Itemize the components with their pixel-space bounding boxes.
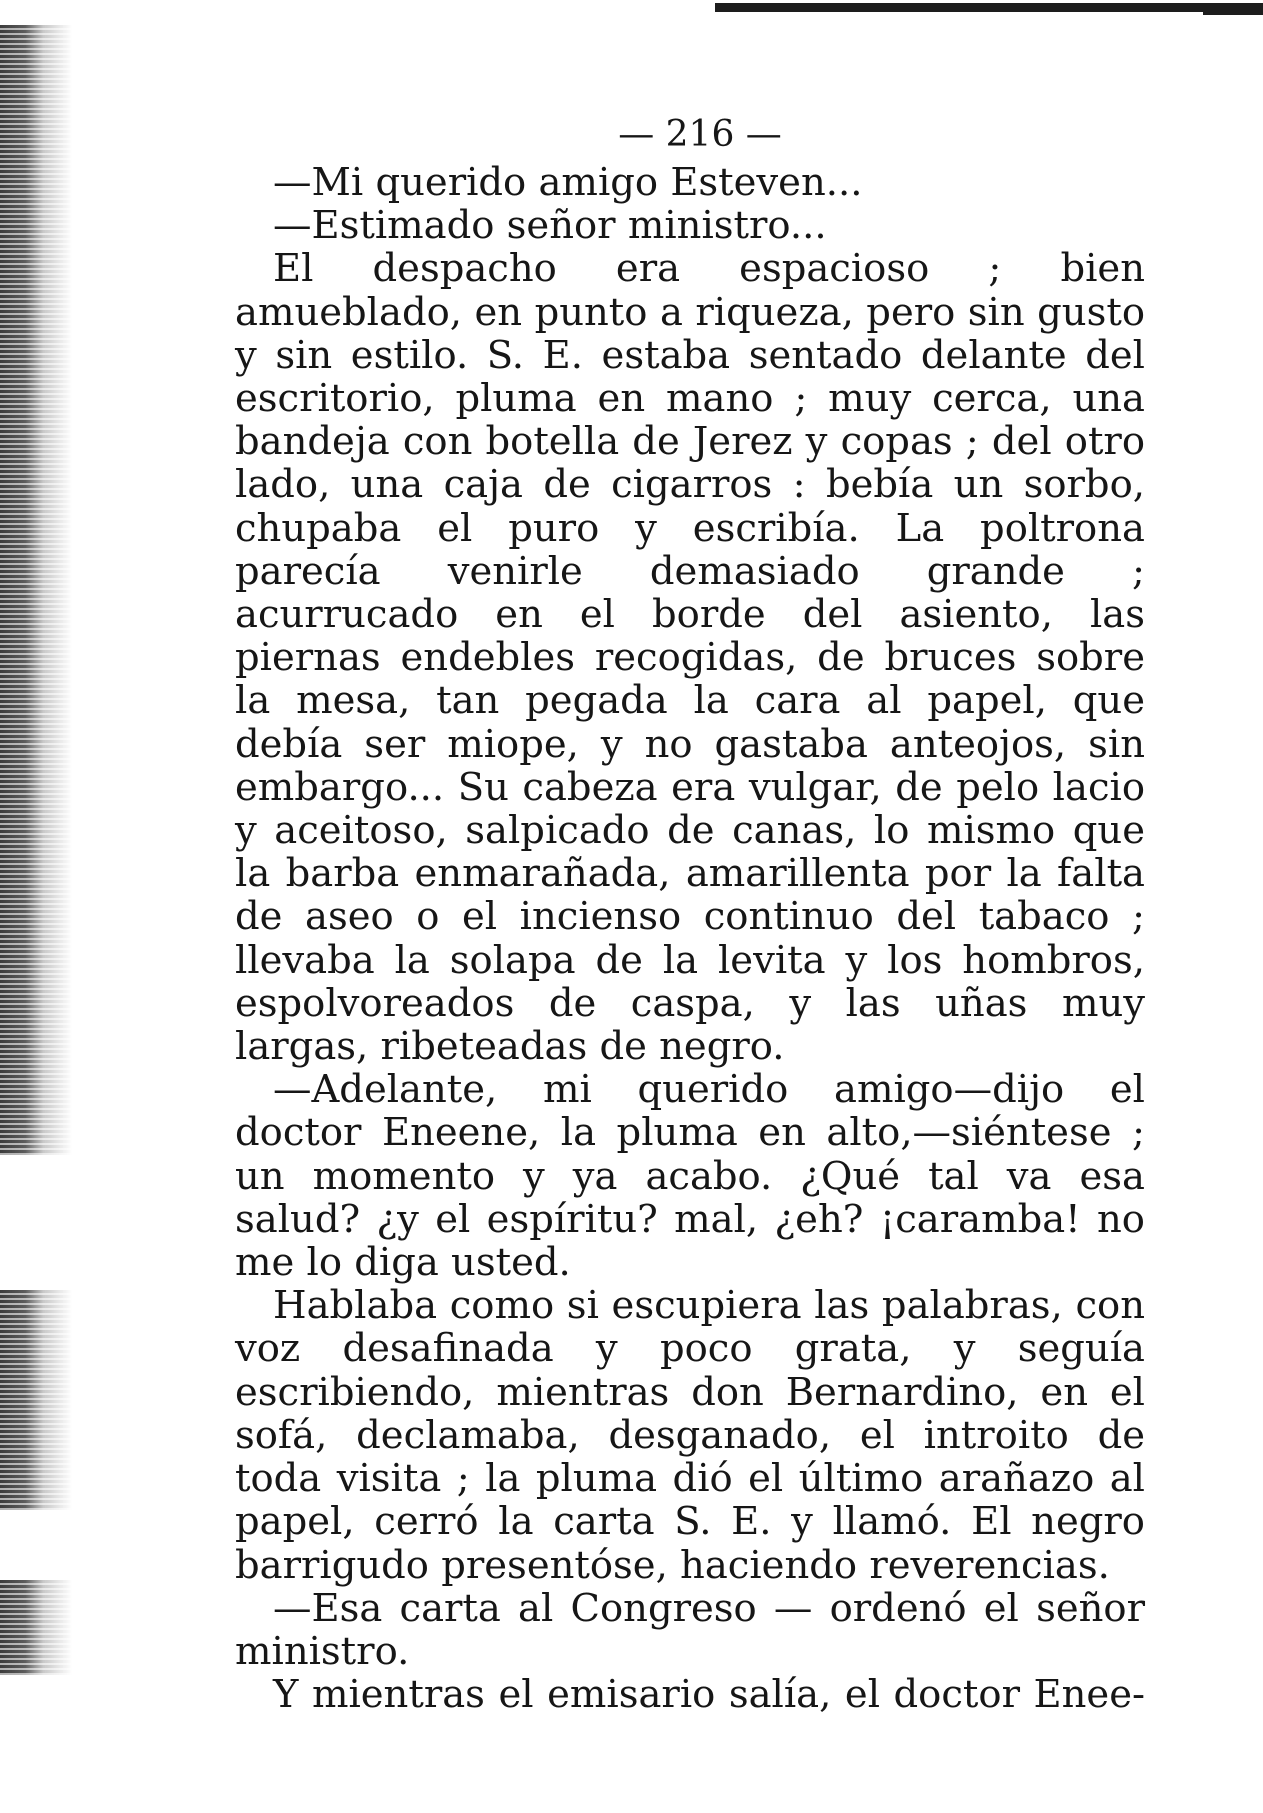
scan-left-edge-shadow bbox=[0, 1290, 72, 1510]
scan-left-edge-shadow bbox=[0, 1580, 72, 1675]
scan-top-rule bbox=[715, 3, 1263, 12]
page-body bbox=[235, 161, 1145, 1716]
paragraph-dialogue-2: —Estimado señor ministro... bbox=[273, 203, 827, 249]
paragraph-dialogue-1: —Mi querido amigo Esteven... bbox=[273, 160, 863, 205]
paragraph-narration: Hablaba como si escupiera las palabras, con voz desafinada y poco grata, y seguía escribiendo, mientras don Bernardino, en el sofá, declamaba, desganado, el introito de toda visita ; la pluma dió el último arañazo al papel, cerró la carta S. E. y llamó. El negro barrigudo presentóse, haciendo reverencias. bbox=[235, 1283, 1145, 1588]
book-page bbox=[235, 113, 1145, 1716]
scan-left-edge-shadow bbox=[0, 25, 72, 1155]
paragraph-continuation: Y mientras el emisario salía, el doctor Enee- bbox=[273, 1672, 1145, 1718]
paragraph-minister-speech: —Adelante, mi querido amigo—dijo el doctor Eneene, la pluma en alto,—siéntese ; un momento y ya acabo. ¿Qué tal va esa salud? ¿y el espíritu? mal, ¿eh? ¡caramba! no me lo diga usted. bbox=[235, 1067, 1145, 1286]
page-number: — 216 — bbox=[618, 114, 782, 155]
paragraph-minister-order: —Esa carta al Congreso — ordenó el señor ministro. bbox=[235, 1585, 1145, 1674]
paragraph-office-description: El despacho era espacioso ; bien amueblado, en punto a riqueza, pero sin gusto y sin estilo. S. E. estaba sentado delante del escritorio, pluma en mano ; muy cerca, una bandeja con botella de Jerez y copas ; del otro lado, una caja de cigarros : bebía un sorbo, chupaba el puro y escribía. La poltrona parecía venirle demasiado grande ; acurrucado en el borde del asiento, las piernas endebles recogidas, de bruces sobre la mesa, tan pegada la cara al papel, que debía ser miope, y no gastaba anteojos, sin embargo... Su cabeza era vulgar, de pelo lacio y aceitoso, salpicado de canas, lo mismo que la barba enmarañada, amarillenta por la falta de aseo o el incienso continuo del tabaco ; llevaba la solapa de la levita y los hombros, espolvoreados de caspa, y las uñas muy largas, ribeteadas de negro. bbox=[235, 246, 1145, 1070]
